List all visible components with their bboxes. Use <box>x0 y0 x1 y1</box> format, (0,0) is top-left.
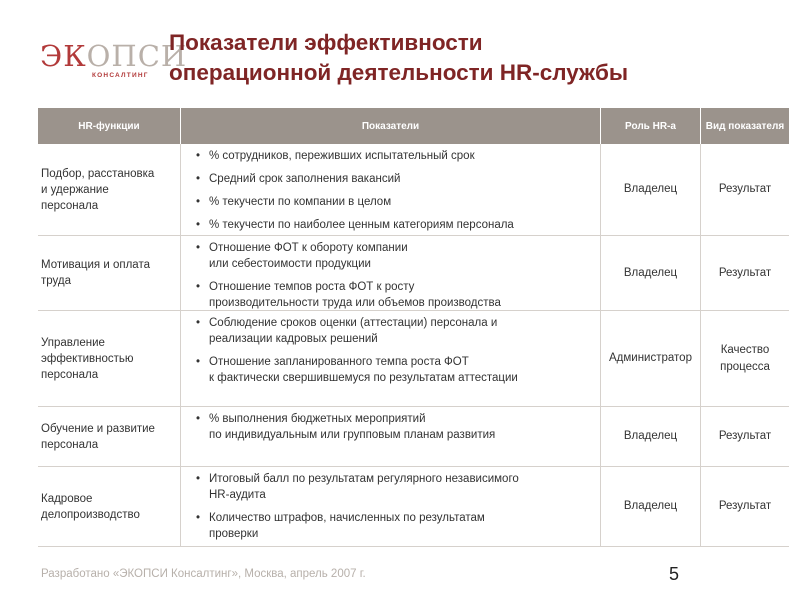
hr-function-line: эффективностью <box>41 352 134 365</box>
indicator-item <box>181 354 600 386</box>
hr-function-line: персонала <box>41 368 99 381</box>
hr-function-cell <box>38 236 181 310</box>
indicator-type-line: Результат <box>718 500 772 512</box>
hr-function-line: Мотивация и оплата <box>41 259 150 271</box>
indicator-line: HR-аудита <box>209 489 266 501</box>
indicator-item <box>181 315 600 347</box>
indicator-line: к фактически свершившемуся по результатам аттестации <box>209 372 518 384</box>
logo-subtitle: КОНСАЛТИНГ <box>92 72 149 79</box>
hr-role-cell: Владелец <box>601 467 701 546</box>
indicator-type-cell <box>701 144 789 235</box>
indicator-line: по индивидуальным или групповым планам развития <box>209 429 496 441</box>
table-row <box>38 236 789 311</box>
table-row <box>38 144 789 236</box>
indicator-type-line: Результат <box>718 430 772 442</box>
indicator-item <box>181 471 600 503</box>
table-header-row <box>38 108 789 144</box>
hr-function-cell <box>38 311 181 406</box>
indicator-line: • Соблюдение сроков оценки (аттестации) персонала и <box>209 317 498 329</box>
indicator-type-cell <box>701 407 789 466</box>
indicator-line: • Средний срок заполнения вакансий <box>209 173 401 185</box>
indicator-item <box>181 148 600 164</box>
title-line-1: Показатели эффективности <box>169 30 483 55</box>
indicator-type-line: процесса <box>720 360 770 373</box>
hr-function-line: Кадровое <box>41 492 93 505</box>
indicator-line: производительности труда или объемов производства <box>209 297 501 309</box>
hr-function-line: и удержание <box>41 183 109 196</box>
hr-role-cell: Администратор <box>601 311 701 406</box>
hr-role-cell: Владелец <box>601 144 701 235</box>
hr-function-cell <box>38 144 181 235</box>
table-row <box>38 467 789 547</box>
indicator-type-line: Результат <box>718 266 772 279</box>
hr-function-line: персонала <box>41 438 99 451</box>
hr-function-cell <box>38 467 181 546</box>
indicators-cell <box>181 311 601 406</box>
hr-function-line: Обучение и развитие <box>41 422 155 435</box>
title-line-2: операционной деятельности HR-службы <box>169 60 629 85</box>
kpi-table <box>38 108 789 547</box>
page-number: 5 <box>669 564 680 584</box>
indicator-line: • % сотрудников, переживших испытательный срок <box>209 150 475 162</box>
indicators-cell <box>181 144 601 235</box>
indicator-item <box>181 279 600 311</box>
indicator-line: или себестоимости продукции <box>209 258 371 270</box>
hr-function-line: персонала <box>41 199 99 212</box>
indicator-item <box>181 240 600 272</box>
indicator-item <box>181 171 600 187</box>
hr-function-line: труда <box>41 275 72 287</box>
hr-function-cell <box>38 407 181 466</box>
table-row <box>38 407 789 467</box>
indicator-type-cell <box>701 311 789 406</box>
hr-role-cell: Владелец <box>601 407 701 466</box>
indicator-type-cell <box>701 467 789 546</box>
page-title <box>169 28 628 88</box>
indicator-line: • Итоговый балл по результатам регулярного независимого <box>209 473 519 485</box>
indicator-type-cell <box>701 236 789 310</box>
indicator-line: • Отношение ФОТ к обороту компании <box>209 242 408 254</box>
indicators-cell <box>181 467 601 546</box>
table-row <box>38 311 789 407</box>
indicator-item <box>181 510 600 542</box>
indicator-item <box>181 194 600 210</box>
indicator-type-line: Качество <box>720 343 770 356</box>
header-hr-functions: HR-функции <box>38 108 181 144</box>
indicator-item <box>181 217 600 233</box>
indicator-item <box>181 411 600 443</box>
header-indicators: Показатели <box>181 108 601 144</box>
indicator-line: • % текучести по наиболее ценным категориям персонала <box>209 219 514 231</box>
hr-function-line: Управление <box>41 336 105 349</box>
indicator-type-line: Результат <box>718 183 772 195</box>
indicator-line: • % текучести по компании в целом <box>209 196 392 208</box>
footer-credit: Разработано «ЭКОПСИ Консалтинг», Москва, апрель 2007 г. <box>41 568 366 580</box>
table-body <box>38 144 789 547</box>
header-indicator-type: Вид показателя <box>705 120 785 132</box>
hr-function-line: Подбор, расстановка <box>41 167 155 180</box>
indicator-line: • Количество штрафов, начисленных по результатам <box>209 512 485 524</box>
indicators-cell <box>181 236 601 310</box>
indicator-line: • Отношение запланированного темпа роста ФОТ <box>209 356 469 368</box>
indicator-line: реализации кадровых решений <box>209 333 378 345</box>
indicators-cell <box>181 407 601 466</box>
hr-role-cell: Владелец <box>601 236 701 310</box>
indicator-line: • Отношение темпов роста ФОТ к росту <box>209 281 415 293</box>
company-logo <box>40 38 188 86</box>
header-hr-role: Роль HR-а <box>601 108 701 144</box>
logo-wordmark: ЭКОПСИ <box>40 39 188 73</box>
indicator-line: проверки <box>209 528 259 540</box>
hr-function-line: делопроизводство <box>41 508 140 521</box>
indicator-line: • % выполнения бюджетных мероприятий <box>209 413 426 425</box>
